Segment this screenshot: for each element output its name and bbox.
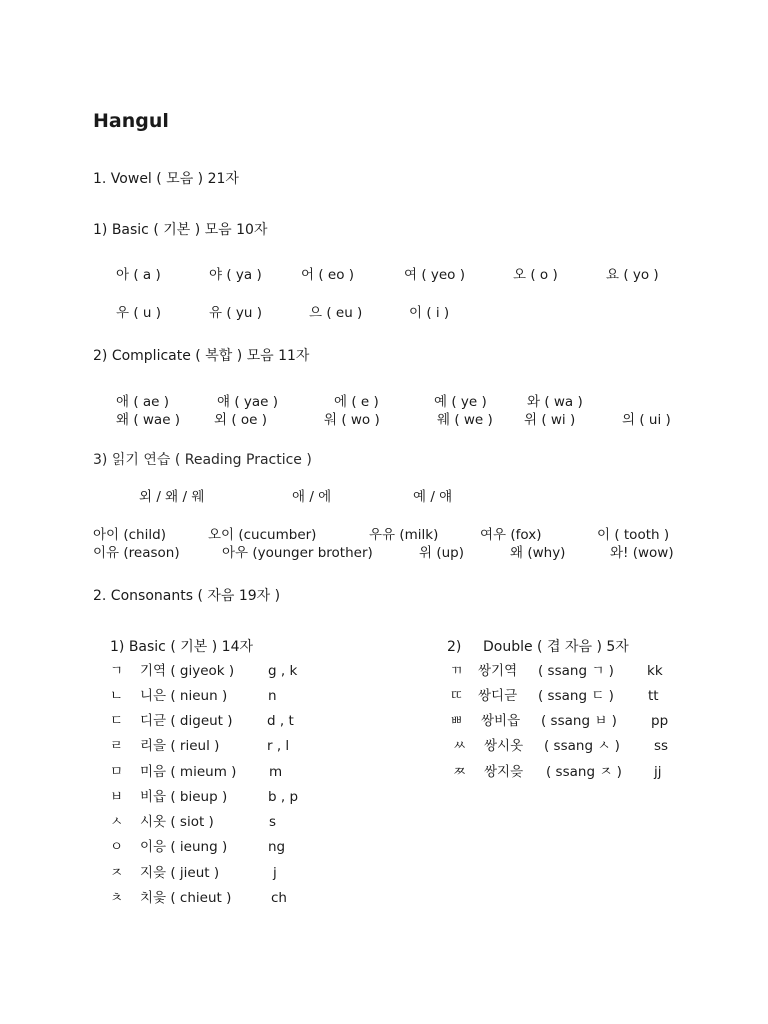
- consonant-sound: d , t: [267, 713, 294, 729]
- consonant-sound: m: [269, 764, 283, 780]
- double-consonant-heading: Double ( 겹 자음 ) 5자: [483, 639, 629, 655]
- complicate-vowel-cell: 얘 ( yae ): [217, 394, 279, 410]
- basic-vowel-cell: 유 ( yu ): [209, 305, 262, 321]
- complicate-vowel-cell: 위 ( wi ): [524, 412, 576, 428]
- consonant-jamo: ㅅ: [110, 814, 124, 830]
- double-consonant-heading-number: 2): [447, 639, 462, 655]
- consonant-sound: b , p: [268, 789, 299, 805]
- basic-vowel-cell: 오 ( o ): [513, 267, 558, 283]
- basic-vowel-cell: 아 ( a ): [116, 267, 161, 283]
- consonant-name: 지읒 ( jieut ): [140, 865, 220, 881]
- basic-vowel-cell: 어 ( eo ): [301, 267, 355, 283]
- consonant-jamo: ㅇ: [110, 839, 124, 855]
- double-consonant-name: 쌍비읍: [481, 713, 521, 729]
- complicate-vowel-cell: 에 ( e ): [334, 394, 379, 410]
- basic-vowel-cell: 여 ( yeo ): [404, 267, 466, 283]
- double-consonant-jamo: ㄸ: [450, 688, 464, 704]
- complicate-vowel-cell: 외 ( oe ): [214, 412, 268, 428]
- reading-word: 왜 (why): [510, 545, 566, 561]
- consonant-name: 디귿 ( digeut ): [140, 713, 233, 729]
- consonant-name: 기역 ( giyeok ): [140, 663, 235, 679]
- basic-vowel-cell: 이 ( i ): [409, 305, 450, 321]
- double-consonant-romanization: ( ssang ㅂ ): [541, 713, 617, 729]
- double-consonant-name: 쌍시옷: [484, 738, 524, 754]
- consonant-sound: n: [268, 688, 277, 704]
- double-consonant-jamo: ㄲ: [450, 663, 464, 679]
- basic-vowel-cell: 으 ( eu ): [309, 305, 363, 321]
- consonant-jamo: ㅈ: [110, 865, 124, 881]
- double-consonant-sound: pp: [651, 713, 669, 729]
- consonant-sound: r , l: [267, 738, 290, 754]
- consonant-name: 시옷 ( siot ): [140, 814, 214, 830]
- double-consonant-name: 쌍기역: [478, 663, 518, 679]
- complicate-vowel-cell: 왜 ( wae ): [116, 412, 181, 428]
- consonant-name: 니은 ( nieun ): [140, 688, 228, 704]
- reading-group: 외 / 왜 / 웨: [139, 489, 205, 505]
- complicate-vowel-cell: 워 ( wo ): [324, 412, 380, 428]
- consonant-jamo: ㅊ: [110, 890, 124, 906]
- reading-word: 여우 (fox): [480, 527, 542, 543]
- consonant-name: 치읓 ( chieut ): [140, 890, 232, 906]
- consonants-heading: 2. Consonants ( 자음 19자 ): [93, 588, 281, 604]
- complicate-vowel-cell: 웨 ( we ): [437, 412, 493, 428]
- consonant-jamo: ㅂ: [110, 789, 124, 805]
- complicate-vowel-cell: 애 ( ae ): [116, 394, 170, 410]
- double-consonant-sound: jj: [654, 764, 662, 780]
- reading-word: 이유 (reason): [93, 545, 180, 561]
- consonant-jamo: ㅁ: [110, 764, 124, 780]
- double-consonant-sound: kk: [647, 663, 663, 679]
- reading-practice-heading: 3) 읽기 연습 ( Reading Practice ): [93, 452, 312, 468]
- consonant-name: 미음 ( mieum ): [140, 764, 237, 780]
- consonant-name: 비읍 ( bieup ): [140, 789, 228, 805]
- consonant-sound: ch: [271, 890, 287, 906]
- double-consonant-jamo: ㅉ: [453, 764, 467, 780]
- reading-word: 이 ( tooth ): [597, 527, 670, 543]
- double-consonant-romanization: ( ssang ㅈ ): [546, 764, 622, 780]
- basic-consonant-heading: 1) Basic ( 기본 ) 14자: [110, 639, 253, 655]
- double-consonant-sound: ss: [654, 738, 669, 754]
- vowel-heading: 1. Vowel ( 모음 ) 21자: [93, 171, 239, 187]
- consonant-sound: s: [269, 814, 277, 830]
- basic-vowel-cell: 요 ( yo ): [606, 267, 659, 283]
- double-consonant-name: 쌍지읒: [484, 764, 524, 780]
- complicate-vowel-heading: 2) Complicate ( 복합 ) 모음 11자: [93, 348, 310, 364]
- complicate-vowel-cell: 예 ( ye ): [434, 394, 487, 410]
- consonant-sound: ng: [268, 839, 286, 855]
- complicate-vowel-cell: 와 ( wa ): [527, 394, 583, 410]
- consonant-sound: g , k: [268, 663, 298, 679]
- consonant-jamo: ㄷ: [110, 713, 124, 729]
- complicate-vowel-cell: 의 ( ui ): [622, 412, 671, 428]
- double-consonant-jamo: ㅃ: [450, 713, 464, 729]
- consonant-name: 이응 ( ieung ): [140, 839, 228, 855]
- basic-vowel-cell: 야 ( ya ): [209, 267, 262, 283]
- double-consonant-name: 쌍디귿: [478, 688, 518, 704]
- reading-group: 애 / 에: [292, 489, 332, 505]
- consonant-sound: j: [273, 865, 277, 881]
- reading-word: 아우 (younger brother): [222, 545, 373, 561]
- basic-vowel-heading: 1) Basic ( 기본 ) 모음 10자: [93, 222, 268, 238]
- reading-word: 우유 (milk): [369, 527, 439, 543]
- double-consonant-romanization: ( ssang ㅅ ): [544, 738, 620, 754]
- consonant-jamo: ㄱ: [110, 663, 124, 679]
- reading-word: 와! (wow): [610, 545, 674, 561]
- consonant-jamo: ㄴ: [110, 688, 124, 704]
- basic-vowel-cell: 우 ( u ): [116, 305, 162, 321]
- reading-word: 위 (up): [419, 545, 464, 561]
- double-consonant-romanization: ( ssang ㄷ ): [538, 688, 614, 704]
- reading-group: 예 / 얘: [413, 489, 453, 505]
- double-consonant-romanization: ( ssang ㄱ ): [538, 663, 614, 679]
- consonant-name: 리을 ( rieul ): [140, 738, 220, 754]
- reading-word: 아이 (child): [93, 527, 166, 543]
- consonant-jamo: ㄹ: [110, 738, 124, 754]
- reading-word: 오이 (cucumber): [208, 527, 317, 543]
- page-title: Hangul: [93, 110, 169, 132]
- double-consonant-jamo: ㅆ: [453, 738, 467, 754]
- double-consonant-sound: tt: [648, 688, 659, 704]
